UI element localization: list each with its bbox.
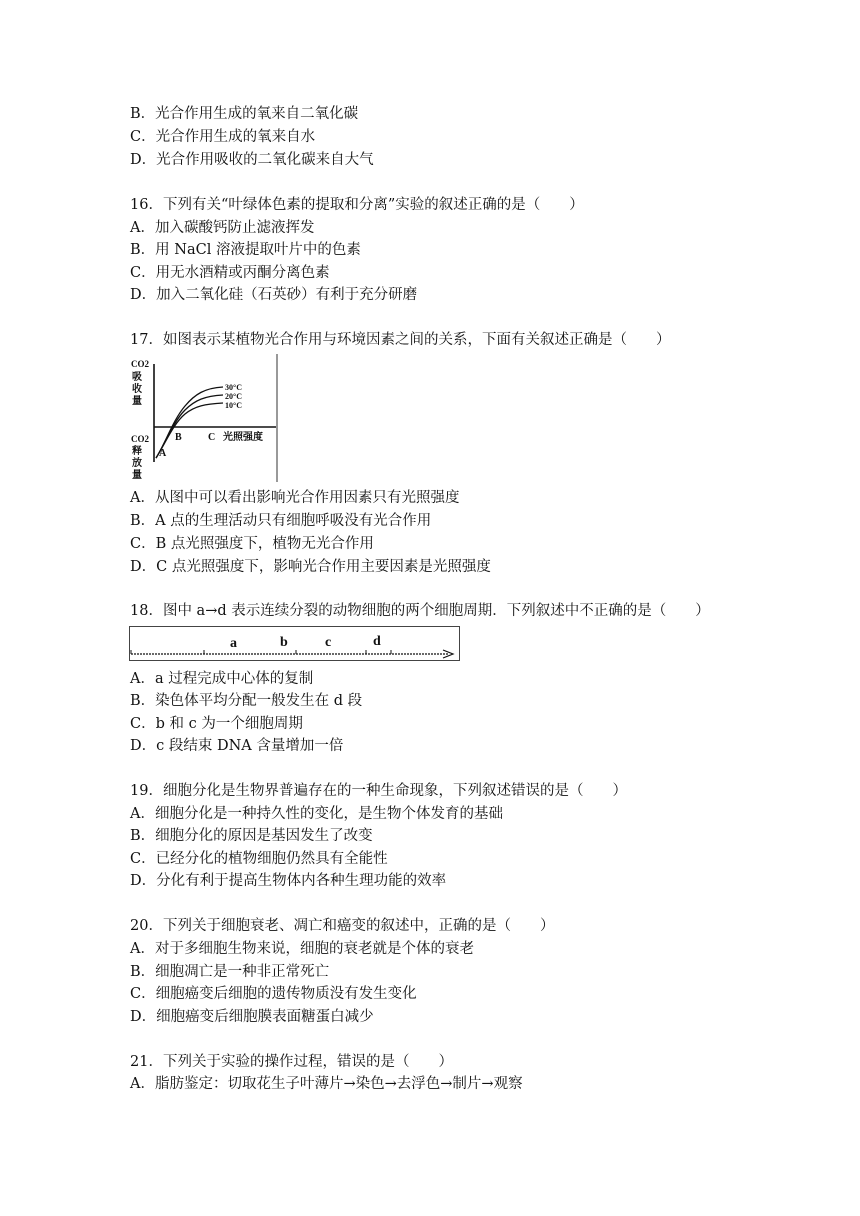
q19-option-d: D．分化有利于提高生物体内各种生理功能的效率: [130, 873, 447, 889]
cell-cycle-timeline: [129, 626, 461, 662]
q17-figure: [129, 354, 279, 484]
y-bottom-label-3: 量: [132, 470, 142, 481]
y-top-label-1: 吸: [132, 372, 142, 383]
q18-option-a: A．a 过程完成中心体的复制: [130, 671, 314, 687]
point-a-label: A: [159, 448, 167, 459]
y-top-label-co2: CO2: [131, 359, 149, 369]
q17-option-a: A．从图中可以看出影响光合作用因素只有光照强度: [130, 490, 460, 506]
x-axis-label: 光照强度: [223, 432, 263, 443]
q18-stem: 18．图中 a→d 表示连续分裂的动物细胞的两个细胞周期．下列叙述中不正确的是（ ）: [130, 603, 710, 619]
q17-option-b: B．A 点的生理活动只有细胞呼吸没有光合作用: [130, 513, 432, 529]
q20-option-c: C．细胞癌变后细胞的遗传物质没有发生变化: [130, 986, 417, 1002]
q20-stem: 20．下列关于细胞衰老、凋亡和癌变的叙述中，正确的是（ ）: [130, 918, 555, 934]
q16-stem: 16．下列有关“叶绿体色素的提取和分离”实验的叙述正确的是（ ）: [130, 197, 584, 213]
segment-b-label: b: [280, 635, 288, 650]
q17-option-d: D．C 点光照强度下，影响光合作用主要因素是光照强度: [130, 559, 491, 575]
q15-option-b: B．光合作用生成的氧来自二氧化碳: [130, 106, 359, 122]
q20-option-b: B．细胞凋亡是一种非正常死亡: [130, 964, 330, 980]
q21-option-a: A．脂肪鉴定：切取花生子叶薄片→染色→去浮色→制片→观察: [130, 1076, 523, 1092]
q19-option-a: A．细胞分化是一种持久性的变化，是生物个体发育的基础: [130, 806, 503, 822]
segment-d-label: d: [373, 634, 381, 649]
q21-stem: 21．下列关于实验的操作过程，错误的是（ ）: [130, 1054, 453, 1070]
q15-option-d: D．光合作用吸收的二氧化碳来自大气: [130, 152, 374, 168]
q16-option-b: B．用 NaCl 溶液提取叶片中的色素: [130, 242, 361, 258]
q16-option-a: A．加入碳酸钙防止滤液挥发: [130, 220, 315, 236]
q19-stem: 19．细胞分化是生物界普遍存在的一种生命现象，下列叙述错误的是（ ）: [130, 783, 627, 799]
point-c-label: C: [208, 432, 216, 443]
y-bottom-label-1: 释: [132, 446, 142, 457]
q17-option-c: C．B 点光照强度下，植物无光合作用: [130, 536, 374, 552]
q18-option-d: D．c 段结束 DNA 含量增加一倍: [130, 738, 344, 754]
q15-option-c: C．光合作用生成的氧来自水: [130, 129, 316, 145]
q17-stem: 17．如图表示某植物光合作用与环境因素之间的关系，下面有关叙述正确是（ ）: [130, 332, 671, 348]
series-label-10c: 10°C: [225, 401, 242, 410]
y-top-label-3: 量: [132, 396, 142, 407]
q19-option-b: B．细胞分化的原因是基因发生了改变: [130, 828, 373, 844]
q19-option-c: C．已经分化的植物细胞仍然具有全能性: [130, 851, 388, 867]
q20-option-d: D．细胞癌变后细胞膜表面糖蛋白减少: [130, 1009, 374, 1025]
q16-option-d: D．加入二氧化硅（石英砂）有利于充分研磨: [130, 287, 418, 303]
y-top-label-2: 收: [132, 384, 142, 395]
y-bottom-label-co2: CO2: [131, 434, 149, 444]
segment-c-label: c: [325, 635, 332, 650]
q16-option-c: C．用无水酒精或丙酮分离色素: [130, 265, 330, 281]
point-b-label: B: [175, 432, 182, 443]
segment-a-label: a: [230, 636, 237, 651]
series-label-20c: 20°C: [225, 392, 242, 401]
y-bottom-label-2: 放: [132, 458, 142, 469]
q18-option-b: B．染色体平均分配一般发生在 d 段: [130, 693, 363, 709]
q18-option-c: C．b 和 c 为一个细胞周期: [130, 716, 303, 732]
photosynthesis-light-curve: [129, 354, 279, 484]
series-label-30c: 30°C: [225, 383, 242, 392]
q18-figure: [129, 626, 461, 662]
q20-option-a: A．对于多细胞生物来说，细胞的衰老就是个体的衰老: [130, 941, 474, 957]
